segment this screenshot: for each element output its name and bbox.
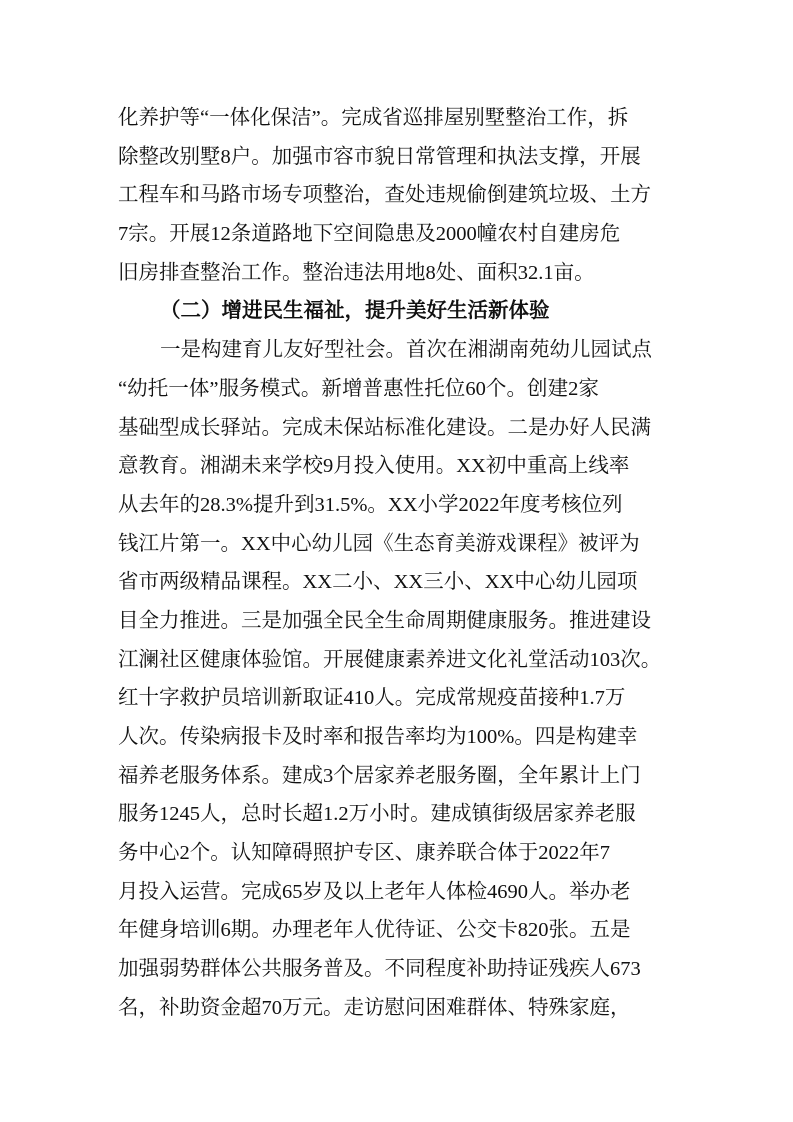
body-line: 旧房排查整治工作。整治违法用地8处、面积32.1亩。	[118, 261, 595, 284]
body-line: 基础型成长驿站。完成未保站标准化建设。二是办好人民满	[118, 416, 651, 439]
document-page	[118, 99, 662, 1028]
section-heading: （二）增进民生福祉，提升美好生活新体验	[160, 300, 550, 323]
body-line: 红十字救护员培训新取证410人。完成常规疫苗接种1.7万	[118, 687, 626, 710]
body-line: 月投入运营。完成65岁及以上老年人体检4690人。举办老	[118, 880, 631, 903]
body-line: 从去年的28.3%提升到31.5%。XX小学2022年度考核位列	[118, 493, 623, 516]
body-line: 意教育。湘湖未来学校9月投入使用。XX初中重高上线率	[118, 455, 630, 478]
body-line: 钱江片第一。XX中心幼儿园《生态育美游戏课程》被评为	[118, 532, 640, 555]
body-line: 名，补助资金超70万元。走访慰问困难群体、特殊家庭，	[118, 996, 631, 1019]
body-line: “幼托一体”服务模式。新增普惠性托位60个。创建2家	[118, 377, 599, 400]
body-line: 工程车和马路市场专项整治，查处违规偷倒建筑垃圾、土方	[118, 184, 651, 207]
body-line: 化养护等“一体化保洁”。完成省巡排屋别墅整治工作，拆	[118, 107, 629, 129]
body-line: 务中心2个。认知障碍照护专区、康养联合体于2022年7	[118, 842, 610, 865]
body-line: 服务1245人，总时长超1.2万小时。建成镇街级居家养老服	[118, 803, 636, 826]
body-line: 加强弱势群体公共服务普及。不同程度补助持证残疾人673	[118, 958, 641, 981]
body-line: 江澜社区健康体验馆。开展健康素养进文化礼堂活动103次。	[118, 648, 662, 671]
body-line: 省市两级精品课程。XX二小、XX三小、XX中心幼儿园项	[118, 571, 638, 594]
body-line: 人次。传染病报卡及时率和报告率均为100%。四是构建幸	[118, 726, 638, 748]
body-line: 年健身培训6期。办理老年人优待证、公交卡820张。五是	[118, 919, 631, 942]
body-line: 福养老服务体系。建成3个居家养老服务圈，全年累计上门	[118, 764, 641, 787]
body-line: 一是构建育儿友好型社会。首次在湘湖南苑幼儿园试点	[160, 339, 652, 362]
body-line: 7宗。开展12条道路地下空间隐患及2000幢农村自建房危	[118, 223, 621, 246]
body-line: 目全力推进。三是加强全民全生命周期健康服务。推进建设	[118, 609, 651, 632]
body-line: 除整改别墅8户。加强市容市貌日常管理和执法支撑，开展	[118, 145, 641, 168]
